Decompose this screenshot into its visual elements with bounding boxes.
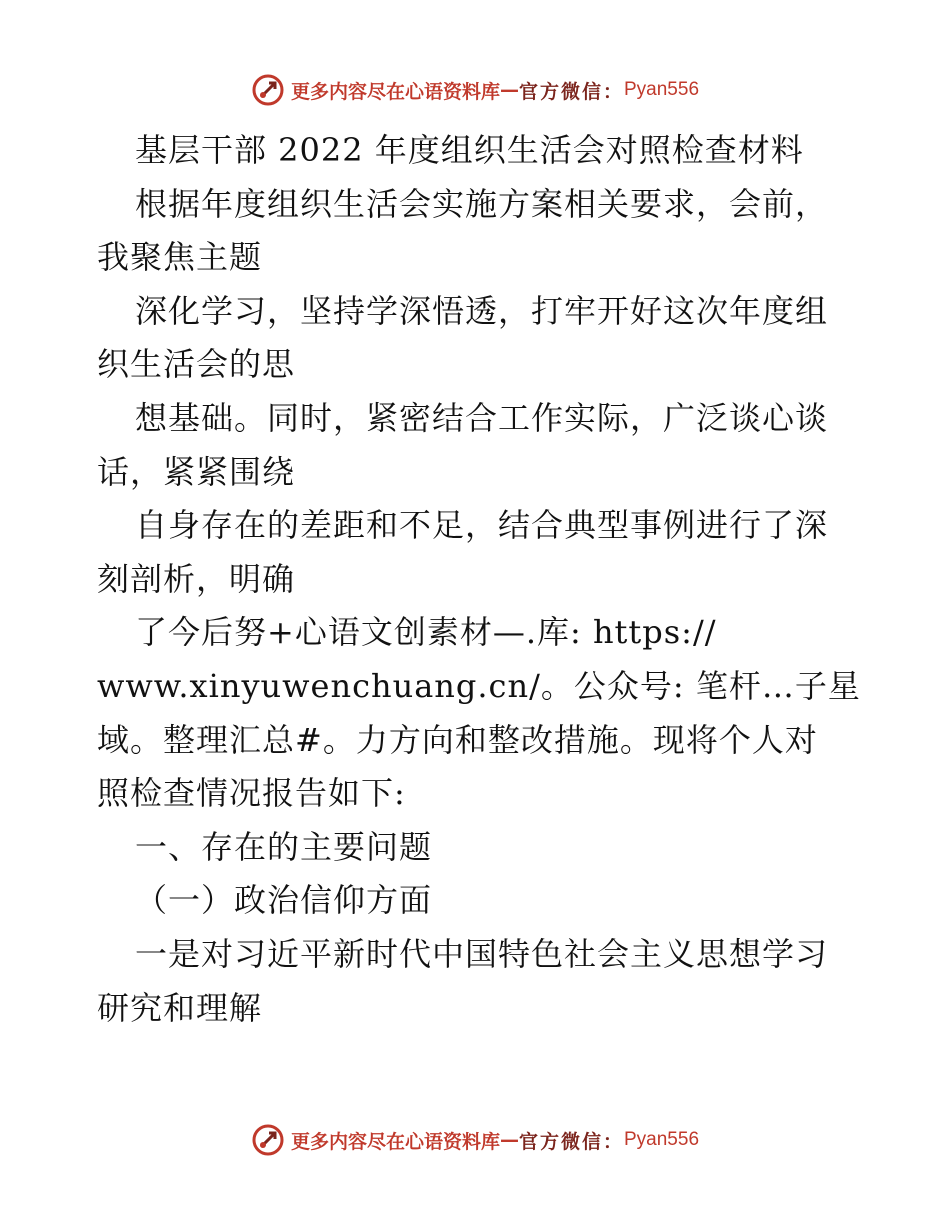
- document-line: 我聚焦主题: [97, 238, 263, 277]
- document-line: 话，紧紧围绕: [97, 452, 296, 491]
- document-line: www.xinyuwenchuang.cn/。公众号: 笔杆…子星: [97, 666, 861, 705]
- document-line: 深化学习，坚持学深悟透，打牢开好这次年度组: [135, 291, 829, 330]
- document-line: 织生活会的思: [97, 345, 296, 384]
- document-line: 研究和理解: [97, 988, 263, 1027]
- document-line: 一、存在的主要问题: [135, 827, 433, 866]
- banner-dash: —: [499, 79, 519, 101]
- document-line: 基层干部 2022 年度组织生活会对照检查材料: [135, 131, 804, 169]
- document-line: 自身存在的差距和不足，结合典型事例进行了深: [135, 506, 829, 545]
- banner-wechat-label: 官方微信：: [518, 1130, 624, 1153]
- banner-account: Pyan556: [624, 79, 700, 100]
- header-watermark-banner: [0, 70, 950, 110]
- banner-account: Pyan556: [624, 1129, 700, 1150]
- document-line: 域。整理汇总#。力方向和整改措施。现将个人对: [97, 720, 818, 759]
- banner-main-text: 更多内容尽在心语资料库: [290, 1130, 500, 1153]
- document-line: （一）政治信仰方面: [135, 881, 433, 920]
- document-line: 想基础。同时，紧密结合工作实际，广泛谈心谈: [135, 398, 829, 437]
- document-line: 一是对习近平新时代中国特色社会主义思想学习: [135, 934, 829, 973]
- banner-wechat-label: 官方微信：: [518, 80, 624, 103]
- banner-main-text: 更多内容尽在心语资料库: [290, 80, 500, 103]
- logo-icon: [251, 1123, 285, 1157]
- footer-watermark-banner: [0, 1120, 950, 1160]
- document-line: 刻剖析，明确: [97, 559, 296, 598]
- document-line: 了今后努+心语文创素材—.库: https://: [135, 613, 717, 652]
- document-line: 根据年度组织生活会实施方案相关要求，会前，: [135, 184, 829, 223]
- logo-icon: [251, 73, 285, 107]
- document-body: [97, 124, 861, 1035]
- document-line: 照检查情况报告如下:: [97, 774, 406, 813]
- banner-dash: —: [499, 1129, 519, 1151]
